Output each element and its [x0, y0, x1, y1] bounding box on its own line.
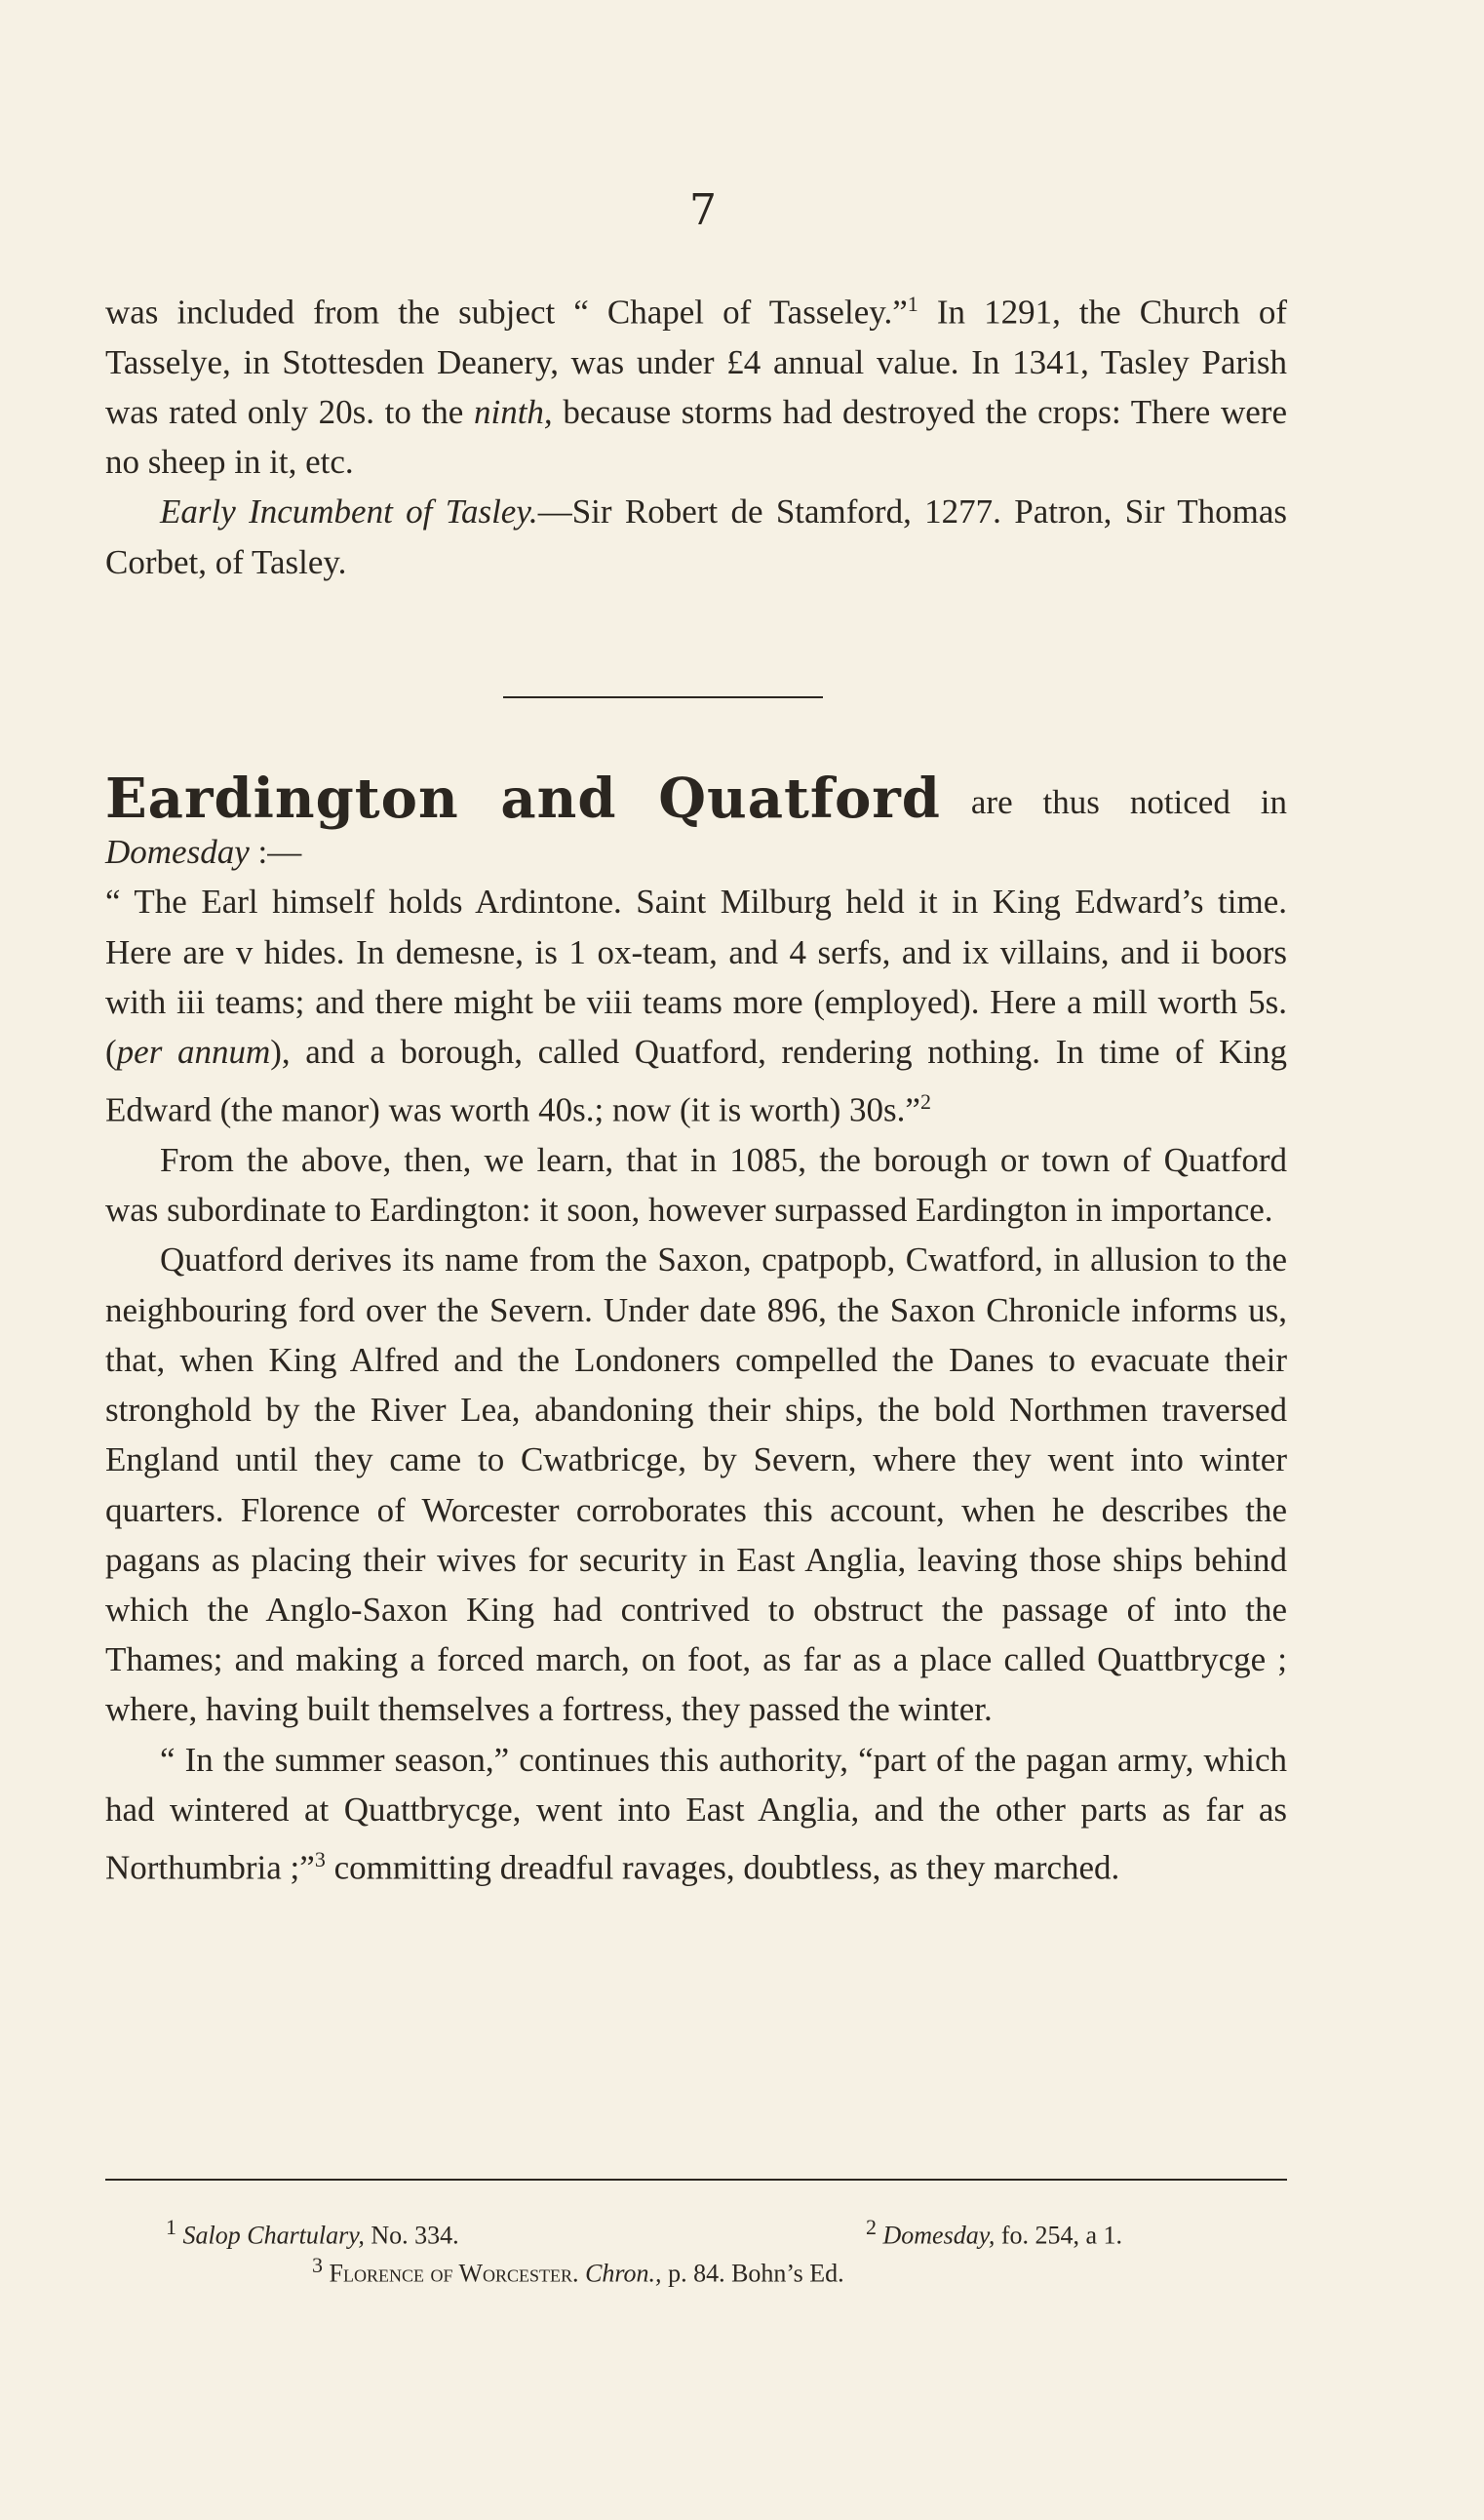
main-section [105, 767, 1287, 1893]
footnotes [166, 2208, 1268, 2288]
paragraph-summer-season: “ In the summer season,” continues this authority, “part of the pagan army, which had wintered at Quattbrycge, went into East Anglia, and the other parts as far as Northumbria ;”$^3$ committing dreadful ravages, doubtless, as they marched. [105, 1740, 1287, 1887]
section-heading: Eardington and Quatford [105, 767, 941, 831]
page-number: 7 [689, 185, 717, 235]
footnote-2: $^2$ Domesday, fo. 254, a 1. [866, 2215, 1123, 2250]
paragraph-quatford-name: Quatford derives its name from the Saxon, cpatpopb, Cwatford, in allusion to the neighbouring ford over the Severn. Under date 896, the Saxon Chronicle informs us, that, when King Alfred and the Londoners compelled the Danes to evacuate their stronghold by the River Lea, abandoning their ships, the bold Northmen traversed England until they came to Cwatbricge, by Severn, where they went into winter quarters. Florence of Worcester corroborates this account, when he describes the pagans as placing their wives for security in East Anglia, leaving those ships behind which the Anglo-Saxon King had contrived to obstruct the passage of into the Thames; and making a forced march, on foot, as far as a place called Quattbrycge ; where, having built themselves a fortress, they passed the winter. [105, 1240, 1287, 1729]
footnote-row [166, 2208, 1268, 2250]
top-section [105, 279, 1287, 587]
footnote-divider [105, 2179, 1287, 2181]
footnote-ref: 3 [314, 1846, 326, 1871]
footnote-ref: 1 [907, 292, 918, 316]
footnote-row [166, 2246, 1268, 2288]
paragraph-tasley-church: was included from the subject “ Chapel of Tasseley.”$^1$ In 1291, the Church of Tasselye, in Stottesden Deanery, was under £4 annual value. In 1341, Tasley Parish was rated only 20s. to the ninth, because storms had destroyed the crops: There were no sheep in it, etc. [105, 292, 1288, 482]
paragraph-from-above: From the above, then, we learn, that in 1085, the borough or town of Quatford was subordinate to Eardington: it soon, however surpassed Eardington in importance. [105, 1141, 1287, 1230]
footnote-1: $^1$ Salop Chartulary, No. 334. [166, 2215, 459, 2250]
footnote-ref: 2 [919, 1089, 931, 1115]
footnote-3: $^3$ Florence of Worcester. Chron., p. 84. Bohn’s Ed. [312, 2253, 844, 2288]
paragraph-early-incumbent: Early Incumbent of Tasley.—Sir Robert de Stamford, 1277. Patron, Sir Thomas Corbet, of Tasley. [105, 492, 1287, 581]
paragraph-domesday-entry: Eardington and Quatford are thus noticed in Domesday :— “ The Earl himself holds Ardintone. Saint Milburg held it in King Edward’s time. Here are v hides. In demesne, is 1 ox-team, and 4 serfs, and ix villains, and ii boors with iii teams; and there might be viii teams more (employed). Here a mill worth 5s. (per annum), and a borough, called Quatford, rendering nothing. In time of King Edward (the manor) was worth 40s.; now (it is worth) 30s.”$^2$ [105, 767, 1287, 1129]
section-divider [503, 696, 823, 698]
